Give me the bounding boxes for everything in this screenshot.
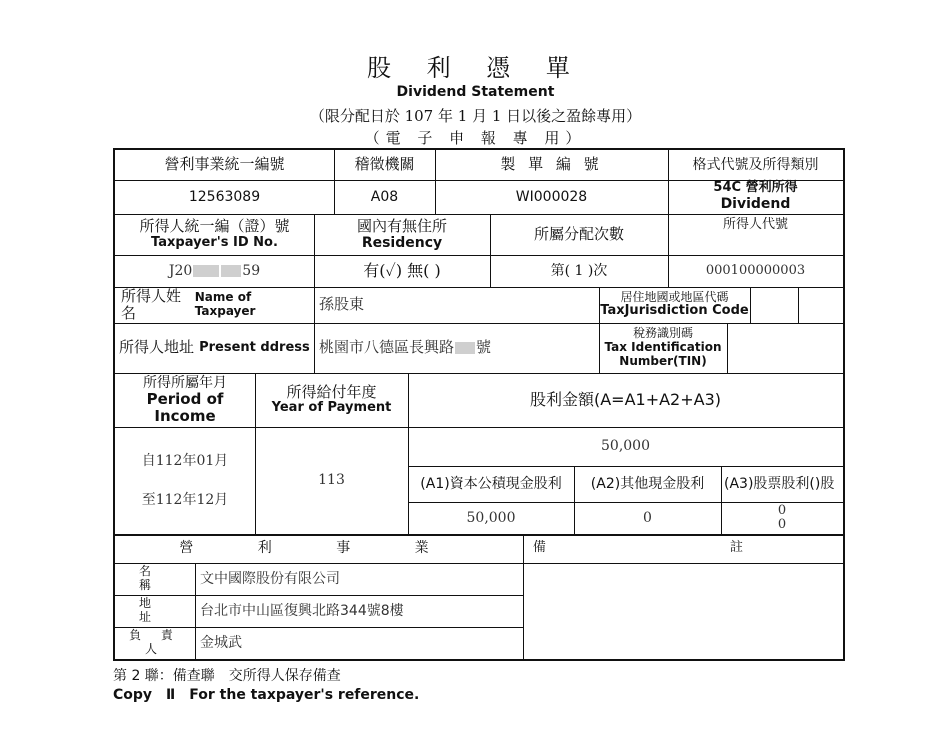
header-serial: 製 單 編 號 xyxy=(500,155,603,174)
company-id-value: 12563089 xyxy=(188,188,261,205)
header-remarks: 備 註 xyxy=(532,540,834,556)
format-code: 54C 營利所得 xyxy=(713,180,798,196)
header-taxpayer-id-en: Taxpayer's ID No. xyxy=(151,234,278,250)
header-period-zh: 所得所屬年月 xyxy=(143,374,227,391)
taxpayer-id-value xyxy=(115,255,314,287)
header-a3: (A3)股票股利()股 xyxy=(724,475,835,492)
header-address-en: Present ddress xyxy=(199,339,310,355)
filing-note: （電 子 申 報 專 用） xyxy=(364,129,587,147)
header-a1: (A1)資本公積現金股利 xyxy=(420,475,562,492)
agent-code-value: 000100000003 xyxy=(705,262,806,278)
copy-note-zh: 第 2 聯：備查聯 交所得人保存備查 xyxy=(113,668,341,684)
copy-note-en: Copy Ⅱ For the taxpayer's reference. xyxy=(113,687,420,703)
period-value xyxy=(115,427,255,534)
taxpayer-id-suffix: 59 xyxy=(242,262,261,279)
residency-value: 有(✓) 無( ) xyxy=(363,260,441,280)
header-dividend-amount: 股利金額(A=A1+A2+A3) xyxy=(529,389,722,409)
address-prefix: 桃園市八德區長興路 xyxy=(319,338,455,357)
header-period xyxy=(115,373,255,427)
scope-note: （限分配日於 107 年 1 月 1 日以後之盈餘專用） xyxy=(309,107,642,125)
header-residency-en: Residency xyxy=(361,235,443,252)
payment-year-value: 113 xyxy=(318,472,345,489)
company-owner-value: 金城武 xyxy=(200,634,242,651)
a1-value: 50,000 xyxy=(466,509,516,526)
header-address-zh: 所得人地址 xyxy=(119,338,195,357)
header-tin-zh: 稅務識別碼 xyxy=(632,326,693,341)
header-agent-code: 所得人代號 xyxy=(722,216,788,232)
taxpayer-id-prefix: J20 xyxy=(168,262,193,279)
a3-value-cash: 0 xyxy=(777,503,787,519)
redacted-mask xyxy=(221,265,241,277)
header-jurisdiction-zh: 居住地國或地區代碼 xyxy=(620,289,729,304)
distribution-count-value: 第( 1 )次 xyxy=(550,262,608,279)
header-taxpayer-id xyxy=(115,214,314,255)
period-from: 自112年01月 xyxy=(141,453,229,470)
header-residency xyxy=(314,214,490,255)
header-taxpayer-name xyxy=(121,287,314,323)
redacted-mask xyxy=(455,342,475,354)
header-jurisdiction-en: TaxJurisdiction Code xyxy=(600,303,749,319)
a2-value: 0 xyxy=(643,509,652,526)
header-company-id: 營利事業統一編號 xyxy=(164,155,285,174)
header-taxpayer-name-en: Name of Taxpayer xyxy=(194,290,256,318)
header-payment-year-en: Year of Payment xyxy=(271,400,392,416)
label-company-owner: 負 責 人 xyxy=(129,628,181,656)
header-period-en: Period of Income xyxy=(146,389,224,426)
header-jurisdiction xyxy=(599,287,750,323)
label-company-address: 地 址 xyxy=(138,596,171,624)
header-residency-zh: 國內有無住所 xyxy=(356,216,447,235)
header-payment-year-zh: 所得給付年度 xyxy=(286,382,377,401)
taxpayer-name-value: 孫股東 xyxy=(319,295,365,314)
document-title: 股 利 憑 單 xyxy=(367,54,584,82)
address-suffix: 號 xyxy=(476,338,492,357)
header-tax-office: 稽徵機關 xyxy=(354,155,415,174)
header-company-section: 營 利 事 業 xyxy=(179,540,459,557)
company-name-value: 文中國際股份有限公司 xyxy=(200,570,340,587)
header-distribution-count: 所屬分配次數 xyxy=(533,224,624,243)
a3-values xyxy=(721,502,843,534)
a3-value-shares: 0 xyxy=(777,517,787,532)
statement-table xyxy=(113,148,845,661)
label-company-name: 名 稱 xyxy=(138,564,171,592)
format-value xyxy=(668,180,843,214)
header-format: 格式代號及所得類別 xyxy=(692,156,819,173)
tax-office-value: A08 xyxy=(370,188,399,205)
company-address-value: 台北市中山區復興北路344號8樓 xyxy=(200,602,404,619)
redacted-mask xyxy=(193,265,219,277)
header-payment-year xyxy=(255,373,408,427)
header-taxpayer-name-zh: 所得人姓名 xyxy=(121,286,182,322)
header-taxpayer-id-zh: 所得人統一編（證）號 xyxy=(139,217,290,236)
format-en: Dividend xyxy=(720,196,791,213)
period-to: 至112年12月 xyxy=(141,491,229,508)
total-amount-value: 50,000 xyxy=(601,438,650,455)
taxpayer-address-value xyxy=(319,323,597,373)
header-tin-en: Tax Identification Number(TIN) xyxy=(604,340,722,368)
serial-value: WI000028 xyxy=(515,188,588,205)
document-subtitle-en: Dividend Statement xyxy=(396,84,555,100)
header-a2: (A2)其他現金股利 xyxy=(590,475,705,492)
header-tin xyxy=(599,323,727,373)
header-taxpayer-address xyxy=(119,323,314,373)
